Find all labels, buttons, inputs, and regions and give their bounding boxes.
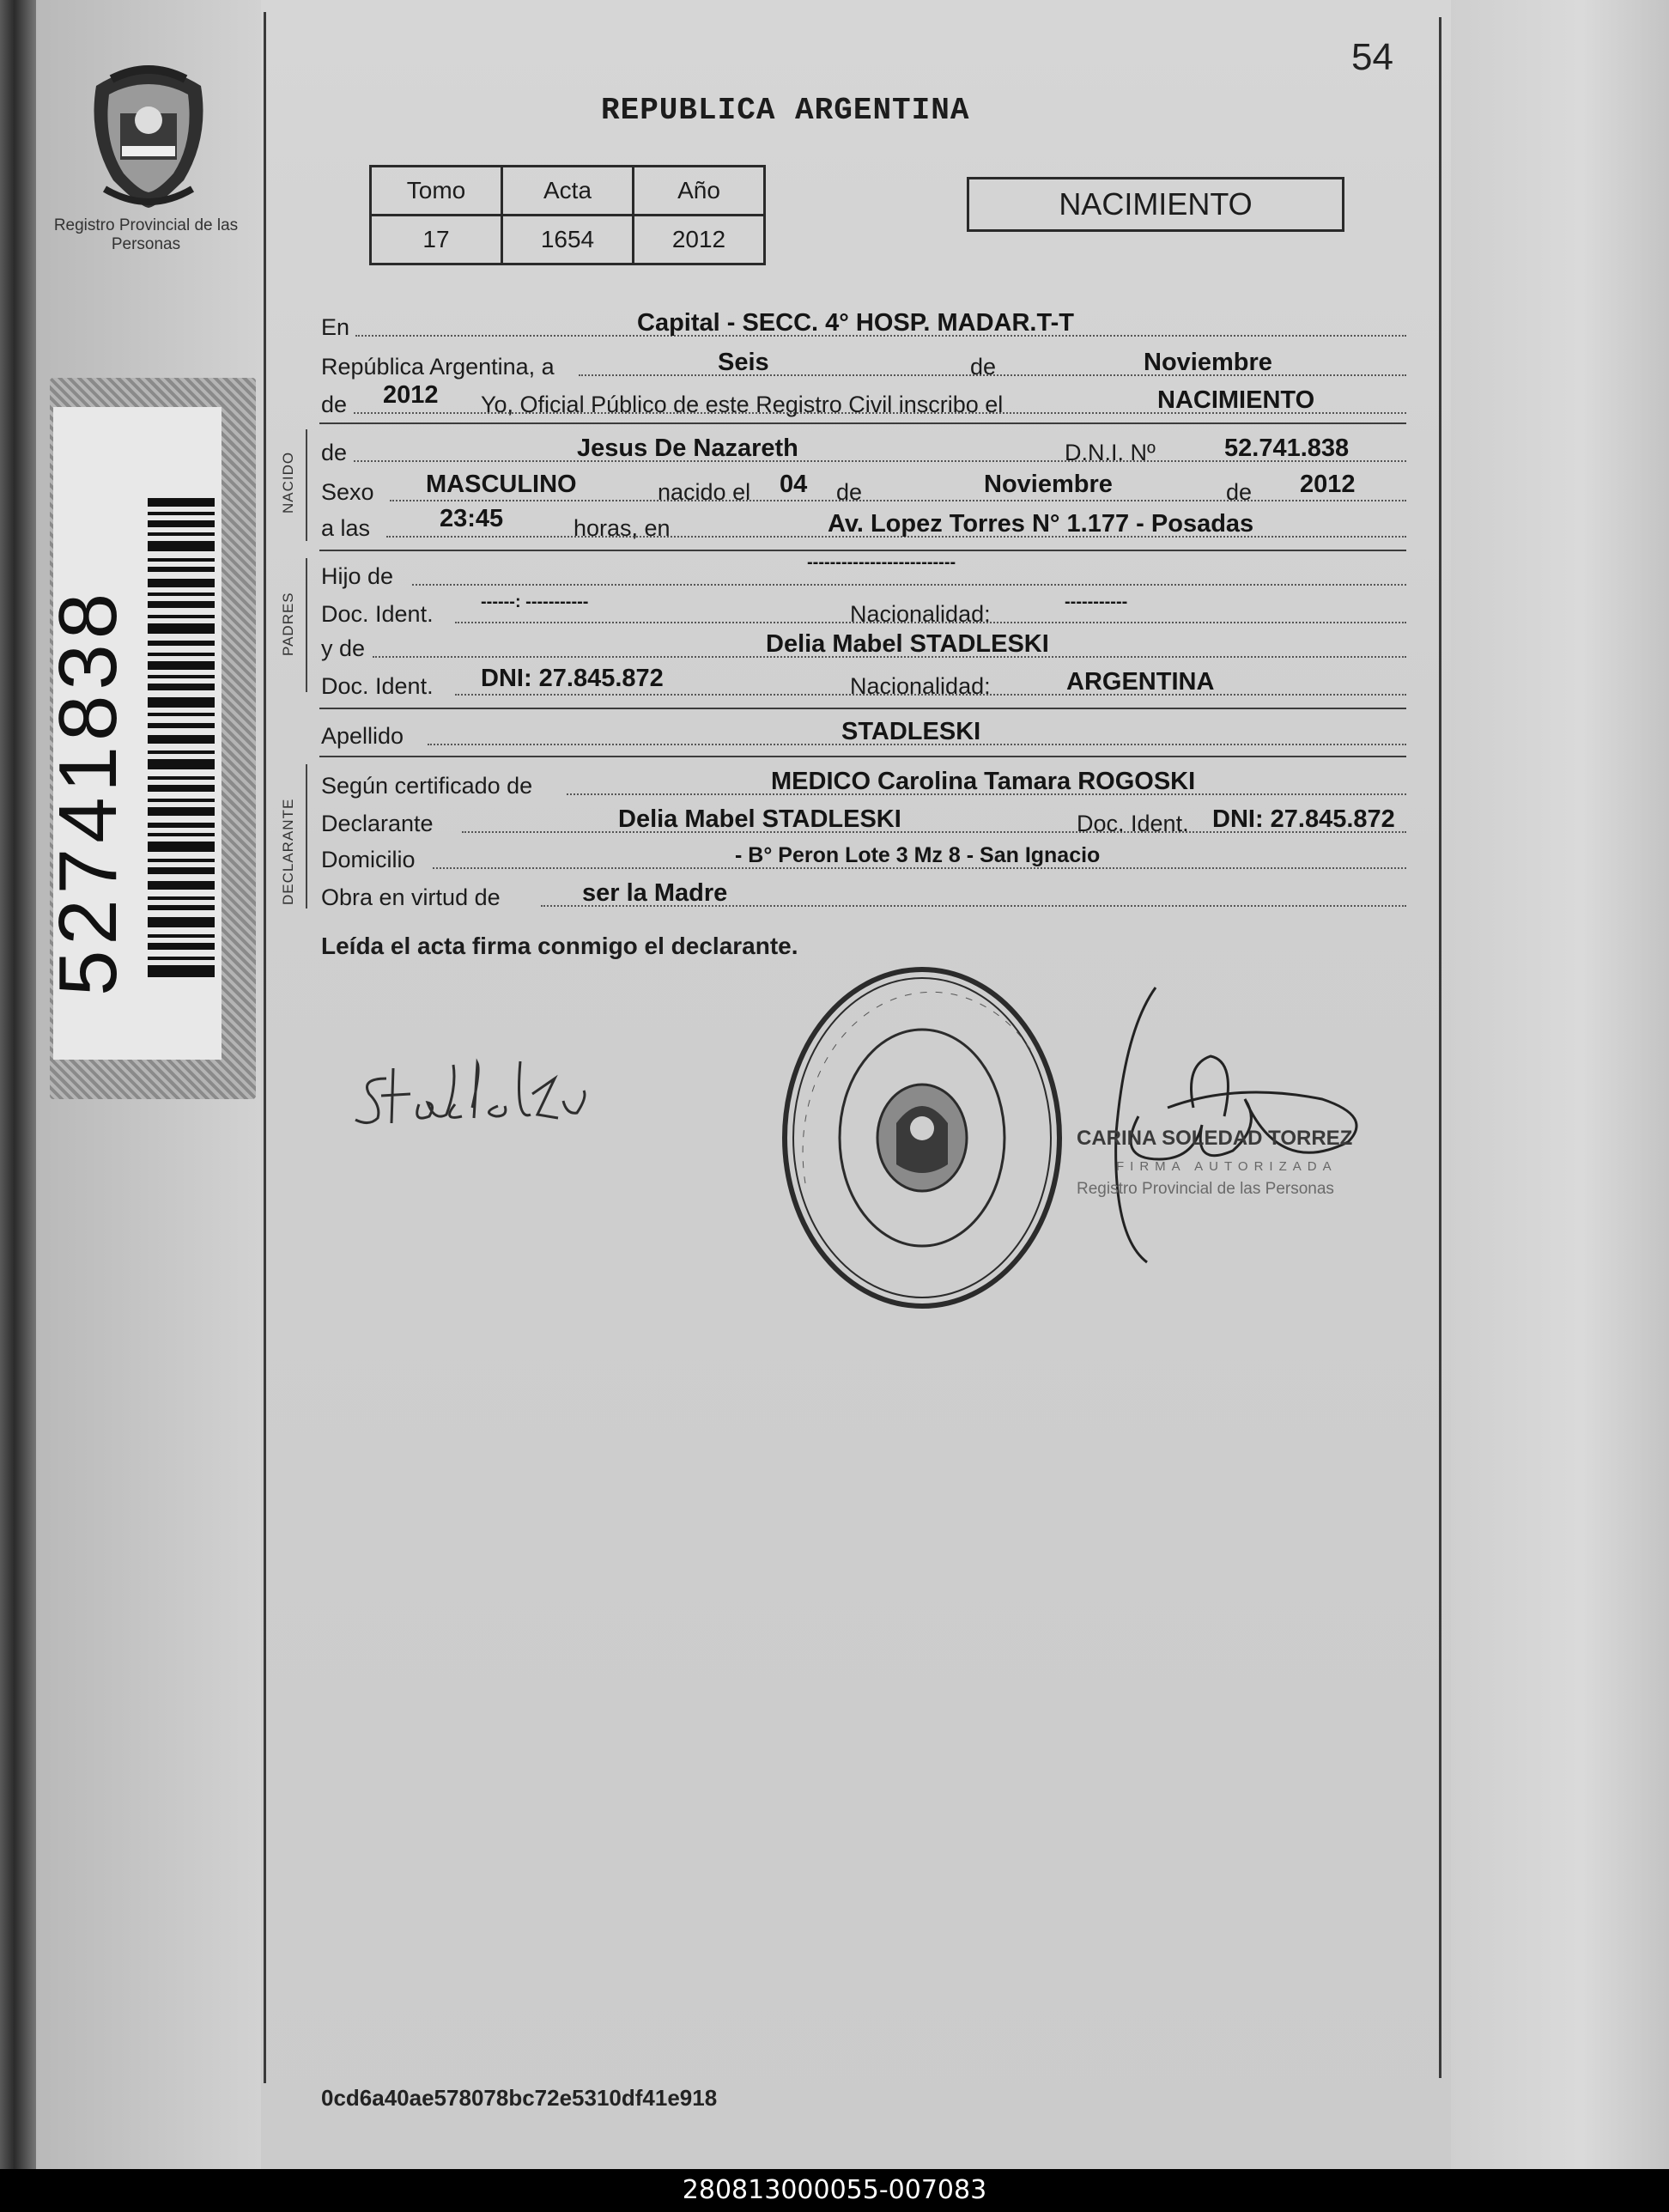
section-label-declarante: DECLARANTE bbox=[280, 798, 296, 905]
row-address bbox=[321, 842, 1406, 874]
de-label: de bbox=[836, 479, 863, 505]
a-las-label: a las bbox=[321, 515, 371, 541]
right-page-edge bbox=[1451, 0, 1669, 2169]
registered-act: NACIMIENTO bbox=[1157, 386, 1315, 414]
section-bracket bbox=[306, 764, 314, 908]
doc-label: Doc. Ident. bbox=[1077, 811, 1189, 836]
official-signature bbox=[1065, 979, 1408, 1271]
registry-value-tomo: 17 bbox=[371, 216, 502, 264]
province-emblem-logo bbox=[70, 60, 227, 215]
republica-label: República Argentina, a bbox=[321, 354, 555, 380]
surname: STADLESKI bbox=[841, 718, 981, 745]
document-hash: 0cd6a40ae578078bc72e5310df41e918 bbox=[321, 2085, 718, 2111]
en-label: En bbox=[321, 314, 350, 340]
row-birth bbox=[321, 471, 1406, 507]
mother-doc: DNI: 27.845.872 bbox=[481, 665, 664, 692]
declarant-address: - B° Peron Lote 3 Mz 8 - San Ignacio bbox=[735, 843, 1101, 867]
registry-value-ano: 2012 bbox=[634, 216, 765, 264]
row-certificate bbox=[321, 768, 1406, 800]
birth-time: 23:45 bbox=[440, 505, 504, 532]
footer-id-bar bbox=[0, 2169, 1669, 2212]
row-birth-place bbox=[321, 505, 1406, 543]
logo-caption: Registro Provincial de las Personas bbox=[53, 216, 239, 253]
de-label: de bbox=[970, 354, 997, 380]
certificate-issuer: MEDICO Carolina Tamara ROGOSKI bbox=[771, 768, 1196, 795]
barcode-bars bbox=[148, 498, 215, 979]
registration-day: Seis bbox=[718, 349, 769, 376]
sexo-label: Sexo bbox=[321, 479, 374, 505]
declarant-doc: DNI: 27.845.872 bbox=[1212, 805, 1395, 833]
nacionalidad-label: Nacionalidad: bbox=[850, 601, 991, 627]
row-mother bbox=[321, 630, 1406, 663]
father-name: -------------------------- bbox=[807, 553, 956, 572]
nacido-label: nacido el bbox=[658, 479, 751, 505]
official-seal-stamp bbox=[776, 960, 1068, 1316]
section-label-nacido: NACIDO bbox=[280, 451, 296, 514]
de-label: de bbox=[1226, 479, 1253, 505]
registry-header-row bbox=[371, 167, 765, 216]
child-dni: 52.741.838 bbox=[1224, 434, 1350, 462]
row-father-doc bbox=[321, 592, 1406, 629]
official-name: CARINA SOLEDAD TORREZ bbox=[1077, 1127, 1353, 1150]
section-bracket bbox=[306, 429, 314, 541]
read-statement: Leída el acta firma conmigo el declarante. bbox=[321, 933, 798, 959]
footer-id: 280813000055-007083 bbox=[682, 2175, 987, 2205]
row-father bbox=[321, 553, 1406, 591]
row-act bbox=[321, 381, 1406, 419]
row-child-name bbox=[321, 434, 1406, 467]
right-margin-line bbox=[1439, 17, 1441, 2078]
birth-day: 04 bbox=[780, 471, 808, 498]
section-rule bbox=[319, 708, 1406, 709]
row-surname bbox=[321, 718, 1406, 750]
y-de-label: y de bbox=[321, 635, 366, 661]
row-mother-doc bbox=[321, 665, 1406, 701]
certificado-label: Según certificado de bbox=[321, 773, 533, 799]
birth-month: Noviembre bbox=[984, 471, 1113, 498]
apellido-label: Apellido bbox=[321, 723, 404, 749]
row-date bbox=[321, 349, 1406, 381]
section-label-padres: PADRES bbox=[280, 592, 296, 656]
child-sex: MASCULINO bbox=[426, 471, 577, 498]
registry-header-tomo: Tomo bbox=[371, 167, 502, 216]
de-label: de bbox=[321, 440, 348, 465]
father-doc: ------: ----------- bbox=[481, 592, 589, 611]
yo-text: Yo, Oficial Público de este Registro Civil inscribo el bbox=[481, 392, 1004, 417]
registry-header-ano: Año bbox=[634, 167, 765, 216]
row-reason bbox=[321, 879, 1406, 912]
official-registry: Registro Provincial de las Personas bbox=[1077, 1180, 1334, 1198]
domicilio-label: Domicilio bbox=[321, 847, 416, 872]
declarante-label: Declarante bbox=[321, 811, 434, 836]
mother-nationality: ARGENTINA bbox=[1066, 668, 1215, 696]
doc-label: Doc. Ident. bbox=[321, 601, 434, 627]
section-bracket bbox=[306, 558, 314, 692]
declarant-reason: ser la Madre bbox=[582, 879, 728, 907]
dotted-line bbox=[412, 584, 1406, 586]
row-declarant bbox=[321, 805, 1406, 838]
registry-table bbox=[369, 165, 766, 265]
declarant-signature bbox=[352, 1053, 644, 1147]
hijo-label: Hijo de bbox=[321, 563, 394, 589]
document-title: REPUBLICA ARGENTINA bbox=[601, 93, 970, 128]
child-name: Jesus De Nazareth bbox=[577, 434, 798, 462]
dni-label: D.N.I. Nº bbox=[1065, 440, 1156, 465]
birth-place: Av. Lopez Torres N° 1.177 - Posadas bbox=[828, 510, 1254, 538]
de-label: de bbox=[321, 392, 348, 417]
section-rule bbox=[319, 550, 1406, 551]
doc-label: Doc. Ident. bbox=[321, 673, 434, 699]
dotted-line bbox=[390, 500, 1406, 501]
birth-year: 2012 bbox=[1300, 471, 1356, 498]
registry-value-acta: 1654 bbox=[502, 216, 634, 264]
act-type-box: NACIMIENTO bbox=[967, 177, 1344, 232]
page-number: 54 bbox=[1351, 36, 1393, 78]
nacionalidad-label: Nacionalidad: bbox=[850, 673, 991, 699]
registry-value-row bbox=[371, 216, 765, 264]
obra-label: Obra en virtud de bbox=[321, 884, 501, 910]
mother-name: Delia Mabel STADLESKI bbox=[766, 630, 1049, 658]
registration-year: 2012 bbox=[383, 381, 439, 409]
barcode-number: 52741838 bbox=[42, 587, 134, 996]
registration-place: Capital - SECC. 4° HOSP. MADAR.T-T bbox=[637, 309, 1074, 337]
book-spine bbox=[0, 0, 36, 2169]
registration-month: Noviembre bbox=[1144, 349, 1272, 376]
official-title: FIRMA AUTORIZADA bbox=[1116, 1159, 1338, 1174]
father-nationality: ----------- bbox=[1065, 592, 1128, 611]
section-rule bbox=[319, 756, 1406, 757]
section-rule bbox=[319, 422, 1406, 424]
horas-label: horas, en bbox=[574, 515, 671, 541]
row-place bbox=[321, 309, 1406, 342]
registry-header-acta: Acta bbox=[502, 167, 634, 216]
left-margin-line bbox=[264, 12, 266, 2083]
declarant-name: Delia Mabel STADLESKI bbox=[618, 805, 901, 833]
